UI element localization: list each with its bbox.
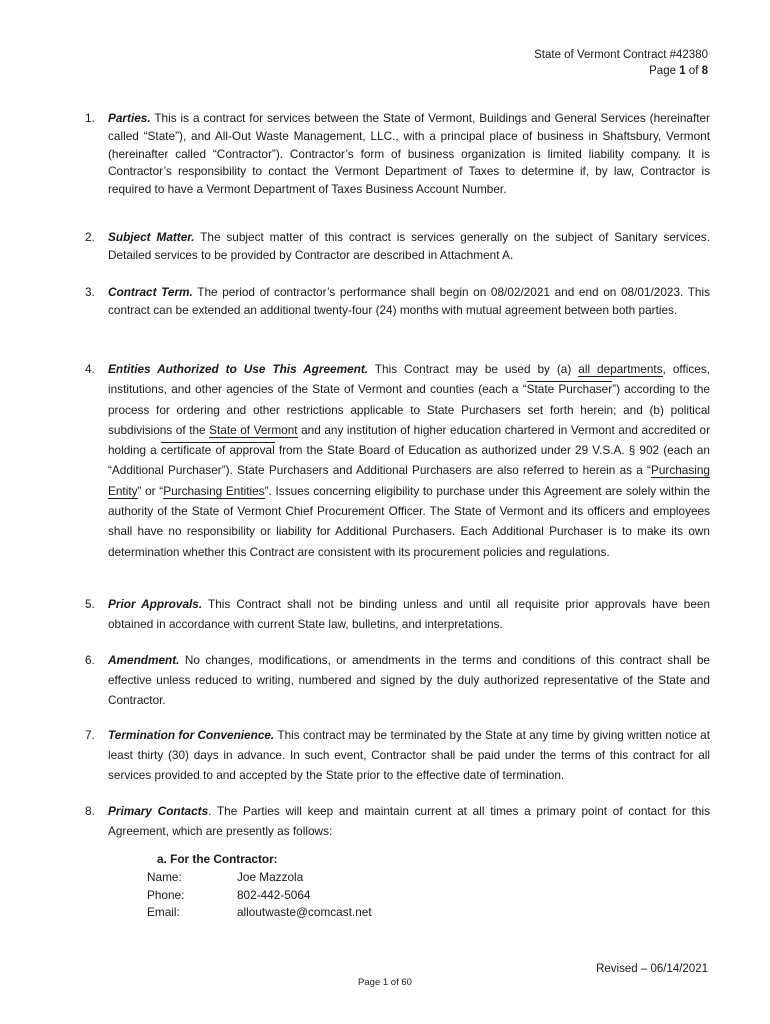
section-parties bbox=[85, 110, 710, 199]
header-page-indicator bbox=[534, 63, 708, 79]
contact-phone-row bbox=[147, 887, 372, 905]
overlined-term: State Purchaser bbox=[526, 382, 613, 397]
contact-phone: 802-442-5064 bbox=[237, 887, 311, 902]
section-title: Entities Authorized to Use This Agreement. bbox=[108, 362, 369, 376]
section-text: This is a contract for services between the State of Vermont, Buildings and General Services (hereinafter called “State”), and All-Out Waste Management, LLC., with a principal place of business in Shaftsbury, Vermont (hereinafter called “Contractor”). Contractor’s form of business organization is limited liability company. It is Contractor’s responsibility to contact the Vermont Department of Taxes to determine if, by law, Contractor is required to have a Vermont Department of Taxes Business Account Number. bbox=[108, 111, 710, 197]
section-number: 8. bbox=[85, 804, 95, 818]
section-number: 1. bbox=[85, 111, 95, 125]
section-text: ”) according to the process for ordering and other restrictions applicable to State Purchasers set forth herein; and (b) political subdivisions of the bbox=[108, 382, 710, 437]
header-page-total: 8 bbox=[701, 65, 708, 77]
section-title: Prior Approvals. bbox=[108, 597, 203, 611]
page-footer: Page 1 of 60 bbox=[358, 977, 412, 988]
section-text: This contract may be terminated by the State at any time by giving written notice at least thirty (30) days in advance. In such event, Contractor shall be paid under the terms of this contract for all services provided to and accepted by the State prior to the effective date of termination. bbox=[108, 728, 710, 782]
section-text: The period of contractor’s performance shall begin on 08/02/2021 and end on 08/01/2023. This contract can be extended an additional twenty-four (24) months with mutual agreement between both parties. bbox=[108, 285, 710, 317]
header-page-num: 1 bbox=[679, 65, 686, 77]
section-title: Subject Matter. bbox=[108, 230, 195, 244]
document-header bbox=[534, 47, 708, 79]
section-subject-matter bbox=[85, 229, 710, 265]
contact-name-row bbox=[147, 869, 372, 887]
section-text: This Contract may be used by (a) bbox=[368, 362, 579, 376]
section-entities-authorized bbox=[85, 359, 710, 562]
underlined-term: Purchasing Entity bbox=[108, 463, 710, 498]
section-number: 2. bbox=[85, 230, 95, 244]
section-number: 4. bbox=[85, 362, 95, 376]
section-title: Termination for Convenience. bbox=[108, 728, 275, 742]
section-text: No changes, modifications, or amendments in the terms and conditions of this contract shall be effective unless reduced to writing, numbered and signed by the duly authorized representative of the State and Contractor. bbox=[108, 653, 710, 707]
contractor-contacts bbox=[147, 851, 372, 922]
contact-email-row bbox=[147, 904, 372, 922]
section-prior-approvals bbox=[85, 594, 710, 635]
section-text: ”. Issues concerning eligibility to purchase under this Agreement are solely within the authority of the State of Vermont Chief Procurement Officer. The State of Vermont and its officers and employees shall have no responsibility or liability for Additional Purchasers. Each Additional Purchaser is to make its own determination whether this Contract are consistent with its procurement policies and regulations. bbox=[108, 483, 711, 559]
email-label: Email: bbox=[147, 905, 180, 920]
section-title: Parties. bbox=[108, 111, 151, 125]
contact-email: alloutwaste@comcast.net bbox=[237, 905, 372, 920]
contract-number: State of Vermont Contract #42380 bbox=[534, 49, 708, 61]
section-number: 5. bbox=[85, 597, 95, 611]
section-text: from the State Board of Education as authorized under 29 V.S.A. § 902 (each an “Additional Purchaser”). State Purchasers and Additional Purchasers are also referred to herein as a “ bbox=[108, 443, 710, 478]
header-page-prefix: Page bbox=[649, 65, 676, 77]
contact-name: Joe Mazzola bbox=[237, 869, 304, 884]
phone-label: Phone: bbox=[147, 887, 185, 902]
section-title: Primary Contacts bbox=[108, 804, 209, 818]
section-number: 6. bbox=[85, 653, 95, 667]
section-text: and any institution of higher education chartered in Vermont and accredited or holding a bbox=[108, 422, 710, 458]
underlined-term: Purchasing Entities bbox=[163, 483, 265, 498]
revised-date: Revised – 06/14/2021 bbox=[596, 963, 708, 975]
section-text: This Contract shall not be binding unless and until all requisite prior approvals have been obtained in accordance with current State law, bulletins, and interpretations. bbox=[108, 597, 711, 632]
section-text: . The Parties will keep and maintain current at all times a primary point of contact for this Agreement, which are presently as follows: bbox=[108, 804, 711, 838]
section-contract-term bbox=[85, 284, 710, 320]
contacts-heading: a. For the Contractor: bbox=[157, 852, 278, 866]
section-text: ” or “ bbox=[137, 483, 164, 498]
section-text: , offices, institutions, and other agencies of the State of Vermont and counties (each a “ bbox=[108, 362, 711, 397]
underlined-term: State of Vermont bbox=[209, 422, 298, 437]
section-text: The subject matter of this contract is services generally on the subject of Sanitary services. Detailed services to be provided by Contractor are described in Attachment A. bbox=[108, 230, 710, 262]
name-label: Name: bbox=[147, 869, 182, 884]
underlined-term: all departments bbox=[578, 362, 663, 376]
section-primary-contacts bbox=[85, 801, 710, 841]
header-page-of: of bbox=[688, 65, 699, 77]
section-title: Amendment. bbox=[108, 653, 180, 667]
section-number: 3. bbox=[85, 285, 95, 299]
section-number: 7. bbox=[85, 728, 95, 742]
overlined-term: certificate of approval bbox=[160, 443, 275, 458]
section-title: Contract Term. bbox=[108, 285, 193, 299]
section-amendment bbox=[85, 650, 710, 710]
section-termination bbox=[85, 725, 710, 785]
